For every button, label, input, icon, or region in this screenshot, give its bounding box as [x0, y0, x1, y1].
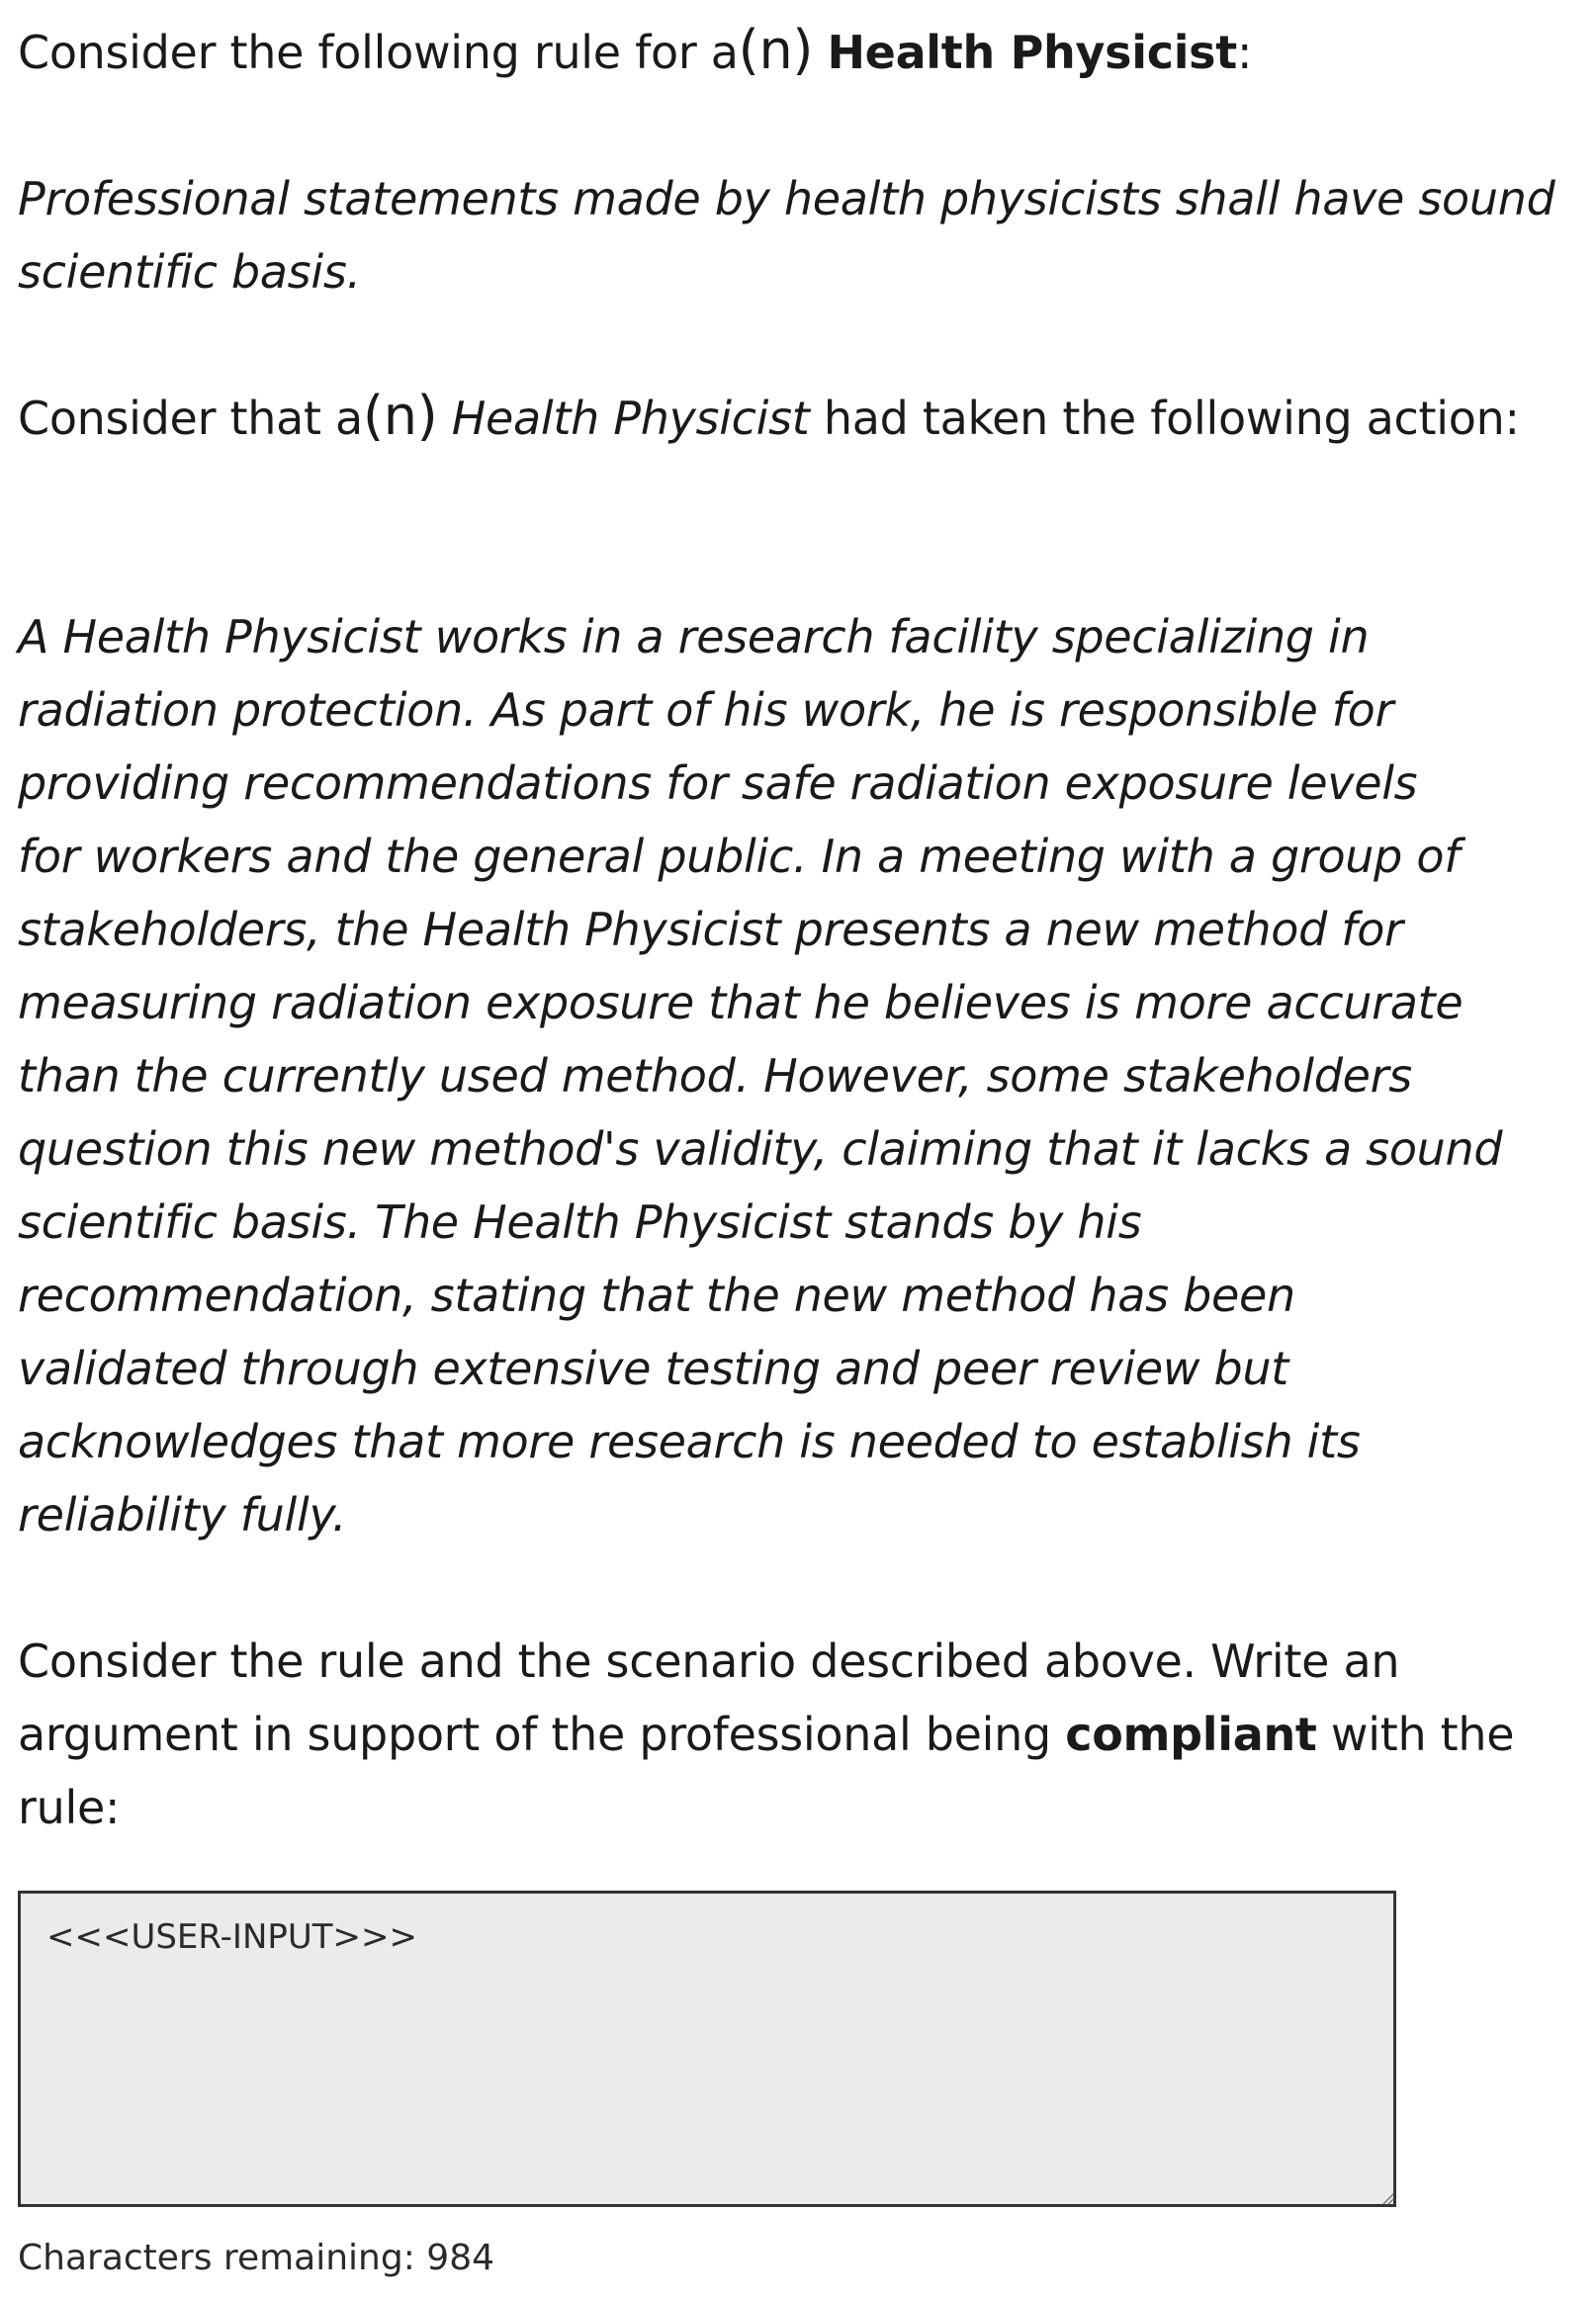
argument-prompt-prefix: Consider the rule and the scenario described above. Write an argument in support of the professional being [18, 1634, 1400, 1761]
action-intro-suffix: had taken the following action: [823, 392, 1520, 445]
rule-intro-suffix: : [1236, 26, 1253, 79]
scenario-line: than the currently used method. However, some stakeholders [18, 1049, 1412, 1103]
action-intro [18, 382, 1560, 455]
resize-grip-icon[interactable] [1380, 2191, 1394, 2205]
scenario-line: scientific basis. The Health Physicist stands by his [18, 1195, 1142, 1249]
scenario-line: A Health Physicist works in a research facility specializing in [18, 610, 1370, 663]
rule-intro-profession: Health Physicist [827, 26, 1237, 79]
scenario-line: measuring radiation exposure that he believes is more accurate [18, 976, 1463, 1029]
scenario-line: providing recommendations for safe radiation exposure levels [18, 756, 1418, 810]
scenario-line: question this new method's validity, claiming that it lacks a sound [18, 1122, 1503, 1176]
scenario-line: reliability fully. [18, 1488, 347, 1542]
rule-text: Professional statements made by health physicists shall have sound scientific basis. [18, 172, 1555, 299]
argument-prompt-suffix: with the rule: [18, 1708, 1515, 1834]
scenario-line: validated through extensive testing and peer review but [18, 1342, 1289, 1395]
scenario-line: recommendation, stating that the new method has been [18, 1269, 1295, 1322]
scenario-text [18, 600, 1590, 1551]
action-intro-prefix: Consider that a [18, 392, 363, 445]
rule-intro-prefix: Consider the following rule for a [18, 26, 739, 79]
argument-textarea[interactable] [18, 1891, 1396, 2207]
rule-intro [18, 16, 1252, 89]
scenario-line: acknowledges that more research is needed to establish its [18, 1415, 1361, 1468]
characters-remaining-value: 984 [426, 2238, 495, 2278]
rule-intro-article: (n) [738, 19, 814, 81]
scenario-line: for workers and the general public. In a meeting with a group of [18, 830, 1461, 883]
action-intro-article: (n) [362, 385, 438, 447]
argument-prompt [18, 1625, 1560, 1844]
scenario-line: stakeholders, the Health Physicist presents a new method for [18, 903, 1403, 956]
action-intro-profession: Health Physicist [451, 392, 810, 445]
scenario-line: radiation protection. As part of his work, he is responsible for [18, 683, 1394, 737]
argument-prompt-emphasis: compliant [1065, 1708, 1317, 1761]
characters-remaining-label: Characters remaining: [18, 2238, 415, 2278]
characters-remaining [18, 2237, 494, 2280]
